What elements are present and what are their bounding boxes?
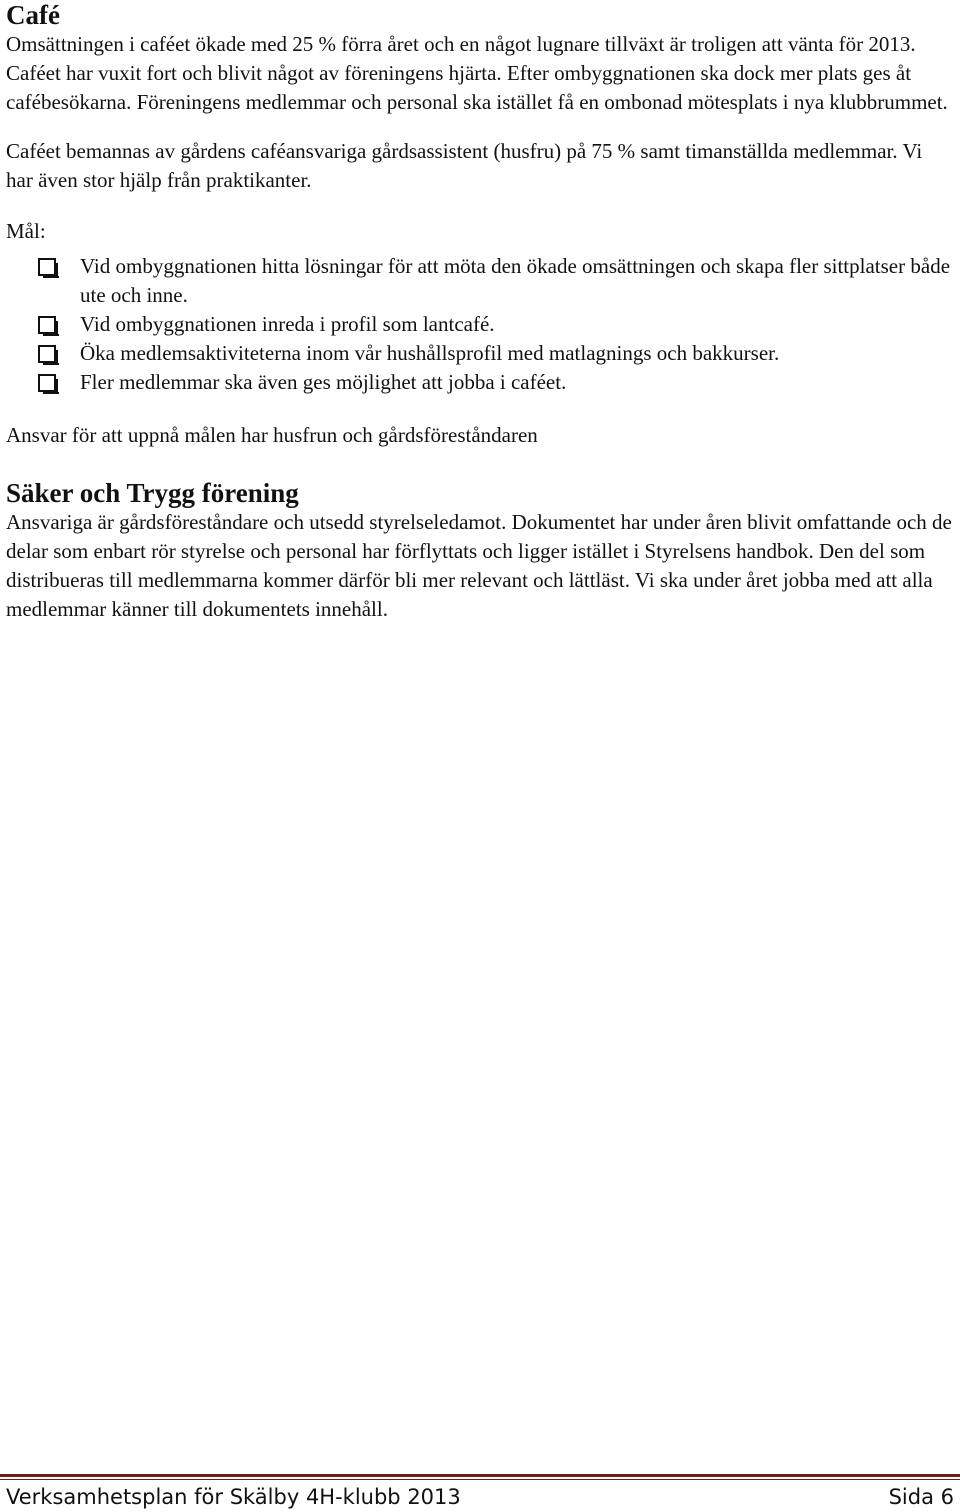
checkbox-icon bbox=[38, 316, 56, 334]
responsibility-statement: Ansvar för att uppnå målen har husfrun och gårdsföreståndaren bbox=[6, 423, 538, 447]
checkbox-icon bbox=[38, 258, 56, 276]
safety-paragraph: Ansvariga är gårdsföreståndare och utsedd styrelseledamot. Dokumentet har under åren blivit omfattande och de delar som enbart rör styrelse och personal har förflyttats och ligger istället i Styrelsens handbok. Den del som distribueras till medlemmarna kommer därför bli mer relevant och lättläst. Vi ska under året jobba med att alla medlemmar känner till dokumentets innehåll. bbox=[6, 510, 952, 621]
goal-item bbox=[6, 339, 954, 368]
goal-text: Vid ombyggnationen inreda i profil som lantcafé. bbox=[80, 312, 495, 336]
goal-item bbox=[6, 310, 954, 339]
footer-divider bbox=[0, 1474, 960, 1477]
page-footer bbox=[6, 1482, 954, 1512]
goal-item bbox=[6, 368, 954, 397]
goal-text: Fler medlemmar ska även ges möjlighet att jobba i caféet. bbox=[80, 370, 567, 394]
footer-document-title: Verksamhetsplan för Skälby 4H-klubb 2013 bbox=[6, 1485, 461, 1509]
goal-item bbox=[6, 252, 954, 310]
cafe-heading: Café bbox=[6, 0, 60, 30]
cafe-paragraph-staffing: Caféet bemannas av gårdens caféansvariga gårdsassistent (husfru) på 75 % samt timanställda medlemmar. Vi har även stor hjälp från praktikanter. bbox=[6, 139, 923, 192]
document-page bbox=[6, 0, 954, 624]
goals-list bbox=[6, 252, 954, 397]
footer-divider-thin bbox=[0, 1479, 960, 1480]
goal-text: Vid ombyggnationen hitta lösningar för att möta den ökade omsättningen och skapa fler sittplatser både ute och inne. bbox=[80, 254, 951, 307]
cafe-paragraph-revenue: Omsättningen i caféet ökade med 25 % förra året och en något lugnare tillväxt är troligen att vänta för 2013. Caféet har vuxit fort och blivit något av föreningens hjärta. Efter ombyggnationen ska dock mer plats ges åt cafébesökarna. Föreningens medlemmar och personal ska istället få en ombonad mötesplats i nya klubbrummet. bbox=[6, 32, 948, 114]
goal-text: Öka medlemsaktiviteterna inom vår hushållsprofil med matlagnings och bakkurser. bbox=[80, 341, 780, 365]
footer-page-number: Sida 6 bbox=[888, 1485, 954, 1509]
safety-heading: Säker och Trygg förening bbox=[6, 478, 299, 508]
checkbox-icon bbox=[38, 345, 56, 363]
checkbox-icon bbox=[38, 374, 56, 392]
goals-label: Mål: bbox=[6, 219, 46, 243]
